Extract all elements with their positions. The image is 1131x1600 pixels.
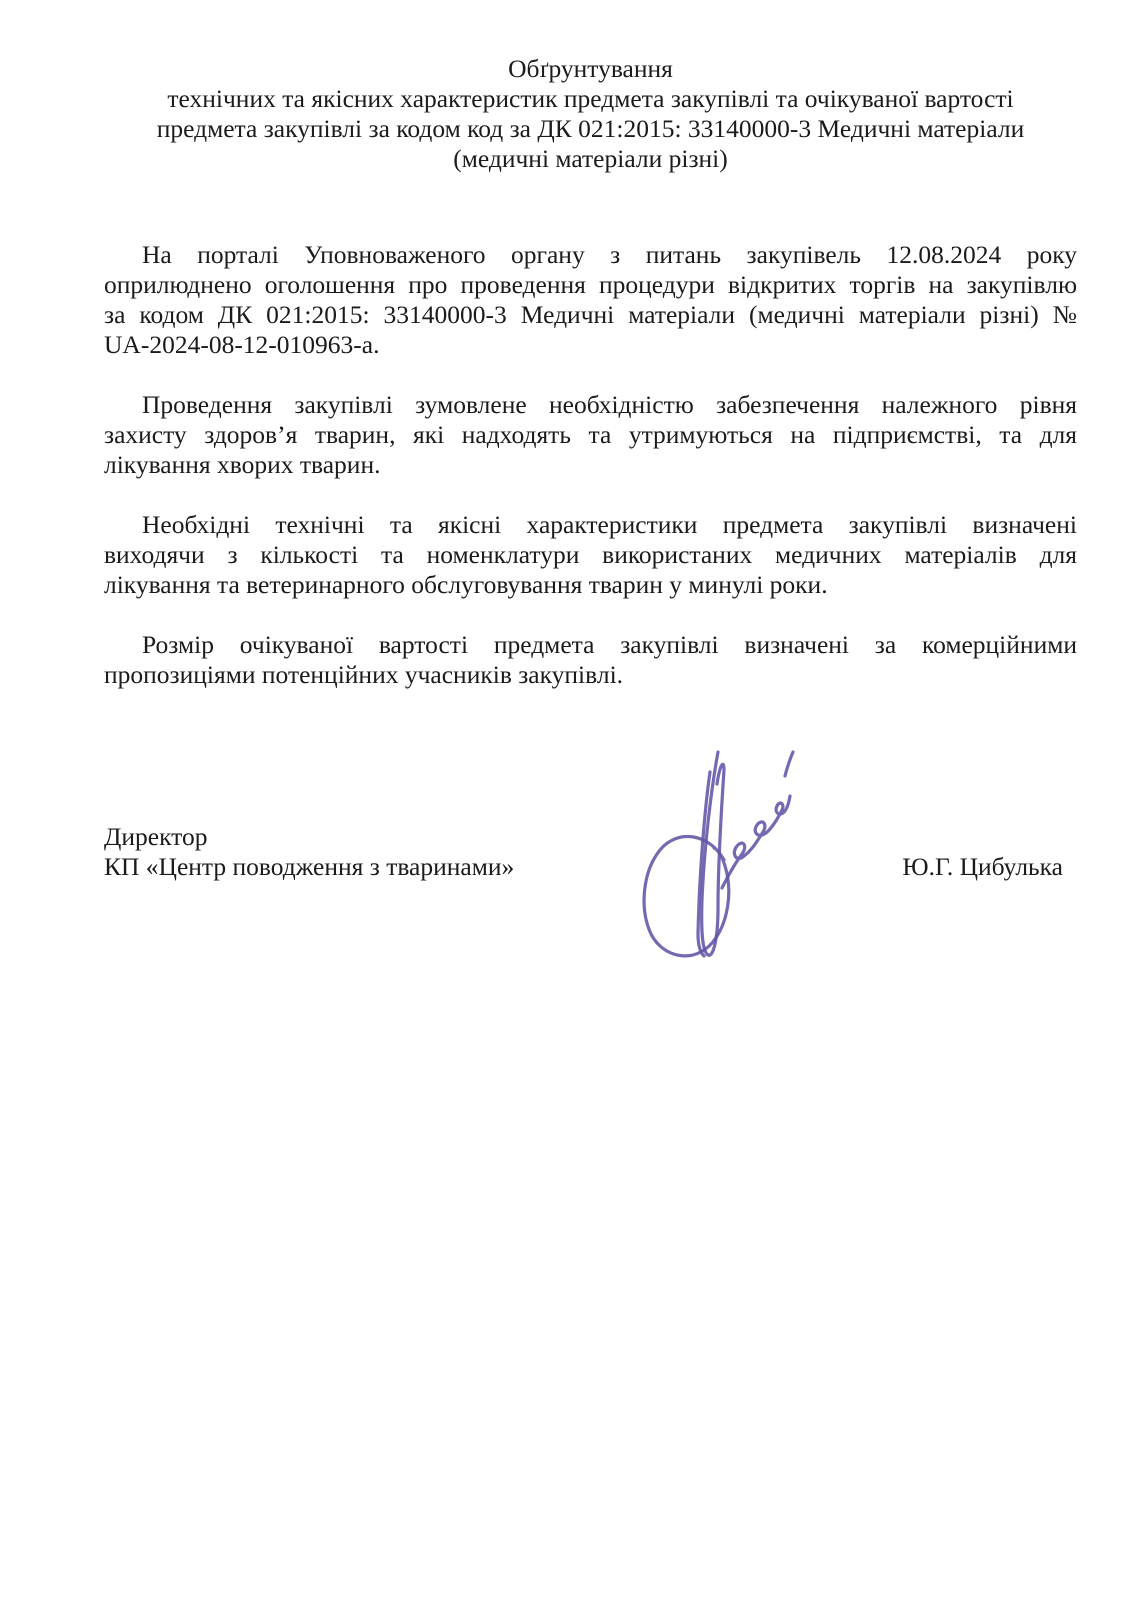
- paragraph-announcement: [104, 240, 1077, 360]
- document-title: [104, 0, 1077, 174]
- paragraph-line: захисту здоров’я тварин, які надходять та утримуються на підприємстві, та для: [104, 420, 1077, 449]
- signature-block: [104, 822, 1077, 882]
- paragraph-line: Проведення закупівлі зумовлене необхідністю забезпечення належного рівня: [142, 390, 1077, 419]
- paragraph-line: виходячи з кількості та номенклатури використаних медичних матеріалів для: [104, 540, 1077, 569]
- paragraph-line: На порталі Уповноваженого органу з питань закупівель 12.08.2024 року: [142, 240, 1077, 269]
- paragraph-line: за кодом ДК 021:2015: 33140000-3 Медичні матеріали (медичні матеріали різні) №: [104, 300, 1077, 329]
- signatory-name: Ю.Г. Цибулька: [902, 852, 1063, 881]
- title-line-1: Обґрунтування: [508, 54, 673, 83]
- paragraph-line: UA-2024-08-12-010963-а.: [104, 330, 380, 359]
- paragraph-line: Розмір очікуваної вартості предмета закупівлі визначені за комерційними: [142, 630, 1077, 659]
- signatory-organization: КП «Центр поводження з тваринами»: [104, 852, 515, 881]
- paragraph-expected-value: [104, 630, 1077, 690]
- document-content: [104, 0, 1077, 882]
- title-line-2: технічних та якісних характеристик предмета закупівлі та очікуваної вартості: [167, 84, 1014, 113]
- paragraph-line: оприлюднено оголошення про проведення процедури відкритих торгів на закупівлю: [104, 270, 1077, 299]
- title-line-4: (медичні матеріали різні): [453, 144, 728, 173]
- paragraph-line: пропозиціями потенційних учасників закупівлі.: [104, 660, 624, 689]
- paragraph-purpose: [104, 390, 1077, 480]
- paragraph-line: лікування та ветеринарного обслуговування тварин у минулі роки.: [104, 570, 828, 599]
- paragraph-line: Необхідні технічні та якісні характеристики предмета закупівлі визначені: [142, 510, 1077, 539]
- paragraph-line: лікування хворих тварин.: [104, 450, 381, 479]
- paragraph-technical-requirements: [104, 510, 1077, 600]
- title-line-3: предмета закупівлі за кодом код за ДК 021:2015: 33140000-3 Медичні матеріали: [156, 114, 1025, 143]
- signatory-role: Директор: [104, 822, 208, 851]
